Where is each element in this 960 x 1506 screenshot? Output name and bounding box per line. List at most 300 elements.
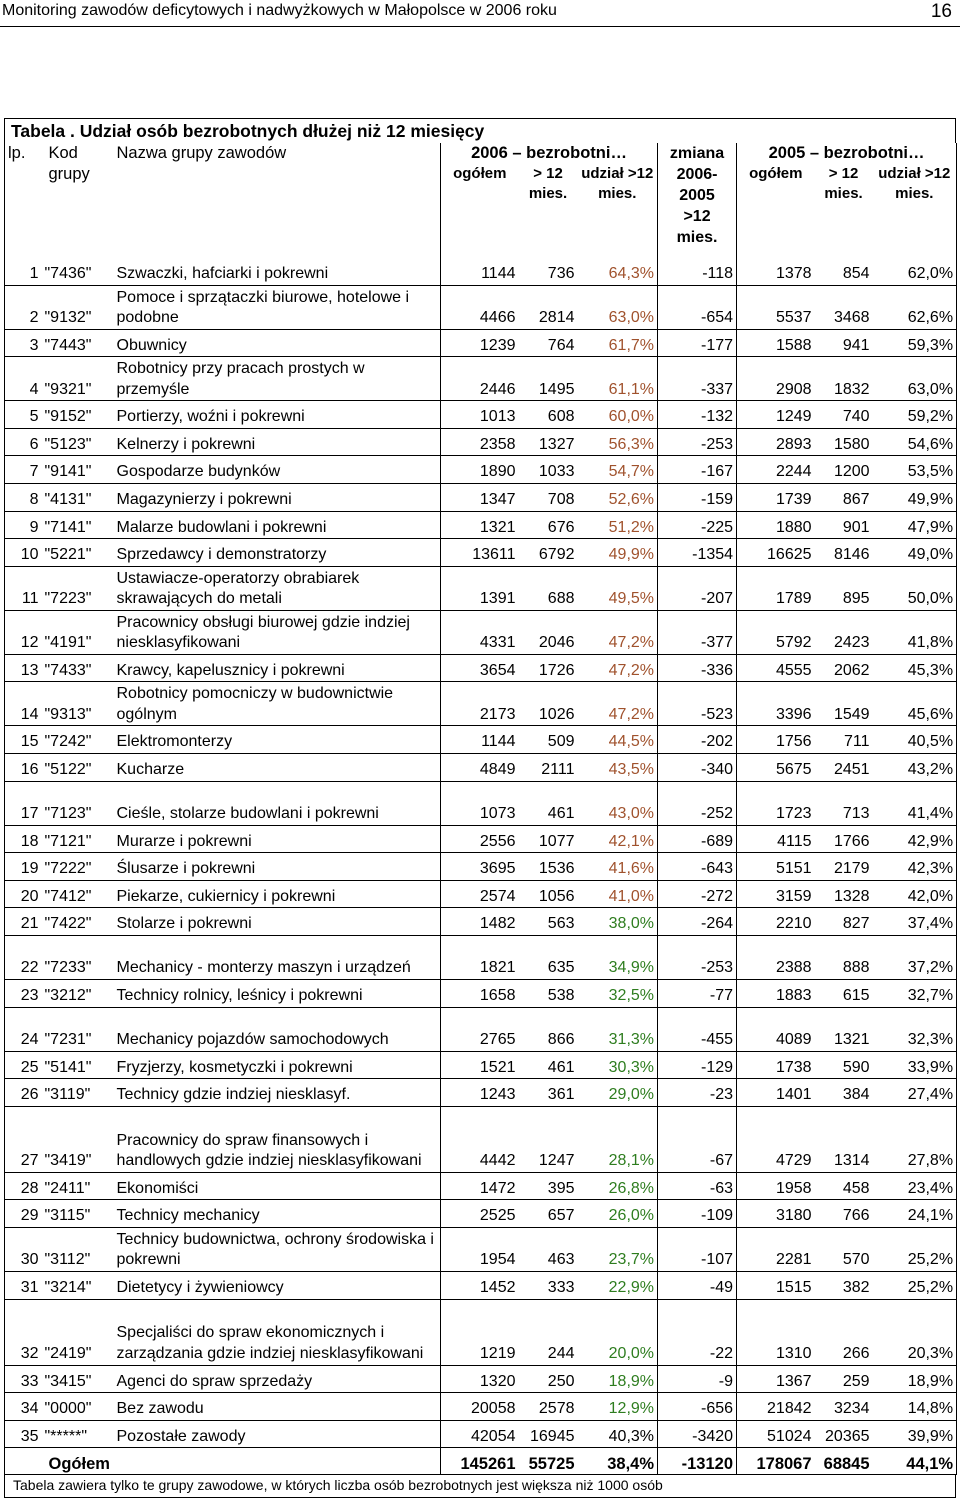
row-gt12-2006: 463 xyxy=(519,1227,578,1271)
row-udzial-2005: 59,2% xyxy=(873,401,957,429)
header-2006-gt12: > 12 mies. xyxy=(528,164,568,203)
row-gt12-2005: 2179 xyxy=(815,853,873,881)
row-lp: 4 xyxy=(5,357,42,401)
row-gt12-2006: 2814 xyxy=(519,285,578,329)
row-zmiana: -63 xyxy=(658,1172,737,1200)
row-ogolem-2006: 2358 xyxy=(441,428,519,456)
table-row xyxy=(5,936,957,980)
row-zmiana: -129 xyxy=(658,1051,737,1079)
table-row xyxy=(5,1200,957,1228)
row-kod: "7121" xyxy=(42,825,114,853)
row-nazwa: Piekarze, cukiernicy i pokrewni xyxy=(114,880,441,908)
row-ogolem-2005: 4089 xyxy=(737,1007,815,1051)
row-ogolem-2006: 2525 xyxy=(441,1200,519,1228)
row-gt12-2005: 711 xyxy=(815,726,873,754)
row-nazwa: Bez zawodu xyxy=(114,1393,441,1421)
row-udzial-2005: 32,3% xyxy=(873,1007,957,1051)
row-udzial-2006: 63,0% xyxy=(578,285,658,329)
row-udzial-2005: 62,6% xyxy=(873,285,957,329)
row-udzial-2005: 45,3% xyxy=(873,654,957,682)
row-udzial-2005: 41,4% xyxy=(873,781,957,825)
row-gt12-2006: 538 xyxy=(519,980,578,1008)
row-gt12-2006: 657 xyxy=(519,1200,578,1228)
row-udzial-2006: 30,3% xyxy=(578,1051,658,1079)
row-zmiana: -67 xyxy=(658,1106,737,1172)
row-udzial-2006: 61,7% xyxy=(578,329,658,357)
row-ogolem-2005: 4555 xyxy=(737,654,815,682)
row-ogolem-2005: 1883 xyxy=(737,980,815,1008)
row-lp: 29 xyxy=(5,1200,42,1228)
table-row xyxy=(5,1051,957,1079)
row-lp: 27 xyxy=(5,1106,42,1172)
table-row xyxy=(5,1227,957,1271)
row-gt12-2005: 1200 xyxy=(815,456,873,484)
row-ogolem-2006: 1821 xyxy=(441,936,519,980)
table-row xyxy=(5,654,957,682)
row-nazwa: Cieśle, stolarze budowlani i pokrewni xyxy=(114,781,441,825)
row-udzial-2006: 40,3% xyxy=(578,1420,658,1448)
row-kod: "4191" xyxy=(42,610,114,654)
row-udzial-2006: 32,5% xyxy=(578,980,658,1008)
row-kod: "0000" xyxy=(42,1393,114,1421)
row-gt12-2006: 250 xyxy=(519,1365,578,1393)
row-kod: "3214" xyxy=(42,1271,114,1299)
row-ogolem-2006: 1658 xyxy=(441,980,519,1008)
row-nazwa: Ekonomiści xyxy=(114,1172,441,1200)
row-lp: 11 xyxy=(5,566,42,610)
row-udzial-2006: 12,9% xyxy=(578,1393,658,1421)
row-udzial-2005: 25,2% xyxy=(873,1227,957,1271)
row-ogolem-2006: 1890 xyxy=(441,456,519,484)
row-zmiana: -377 xyxy=(658,610,737,654)
row-gt12-2005: 266 xyxy=(815,1299,873,1365)
row-nazwa: Specjaliści do spraw ekonomicznych i zarządzania gdzie indziej niesklasyfikowani xyxy=(114,1299,441,1365)
row-udzial-2005: 53,5% xyxy=(873,456,957,484)
row-ogolem-2005: 1789 xyxy=(737,566,815,610)
header-2005-gt12: > 12 mies. xyxy=(824,164,863,203)
row-gt12-2006: 676 xyxy=(519,511,578,539)
row-udzial-2005: 42,0% xyxy=(873,880,957,908)
row-gt12-2006: 608 xyxy=(519,401,578,429)
row-ogolem-2006: 13611 xyxy=(441,539,519,567)
row-udzial-2006: 43,0% xyxy=(578,781,658,825)
table-row xyxy=(5,682,957,726)
row-gt12-2006: 1033 xyxy=(519,456,578,484)
row-ogolem-2005: 1958 xyxy=(737,1172,815,1200)
table-row xyxy=(5,285,957,329)
row-nazwa: Ślusarze i pokrewni xyxy=(114,853,441,881)
row-lp: 9 xyxy=(5,511,42,539)
row-ogolem-2006: 1482 xyxy=(441,908,519,936)
row-gt12-2006: 395 xyxy=(519,1172,578,1200)
row-ogolem-2005: 1738 xyxy=(737,1051,815,1079)
row-udzial-2006: 47,2% xyxy=(578,654,658,682)
row-ogolem-2006: 1239 xyxy=(441,329,519,357)
row-gt12-2005: 1832 xyxy=(815,357,873,401)
row-gt12-2006: 1247 xyxy=(519,1106,578,1172)
row-udzial-2006: 52,6% xyxy=(578,484,658,512)
row-gt12-2006: 2111 xyxy=(519,754,578,782)
table-row xyxy=(5,908,957,936)
row-kod: "7412" xyxy=(42,880,114,908)
total-udzial-2005: 44,1% xyxy=(873,1448,957,1475)
total-zmiana: -13120 xyxy=(658,1448,737,1475)
row-nazwa: Elektromonterzy xyxy=(114,726,441,754)
row-ogolem-2005: 1588 xyxy=(737,329,815,357)
row-zmiana: -455 xyxy=(658,1007,737,1051)
row-zmiana: -643 xyxy=(658,853,737,881)
row-udzial-2005: 40,5% xyxy=(873,726,957,754)
row-lp: 2 xyxy=(5,285,42,329)
row-ogolem-2006: 1243 xyxy=(441,1079,519,1107)
row-kod: "7433" xyxy=(42,654,114,682)
row-kod: "3119" xyxy=(42,1079,114,1107)
row-zmiana: -77 xyxy=(658,980,737,1008)
page-header xyxy=(0,0,960,27)
row-gt12-2006: 635 xyxy=(519,936,578,980)
row-kod: "7231" xyxy=(42,1007,114,1051)
row-nazwa: Magazynierzy i pokrewni xyxy=(114,484,441,512)
row-kod: "3112" xyxy=(42,1227,114,1271)
row-gt12-2005: 570 xyxy=(815,1227,873,1271)
row-gt12-2006: 708 xyxy=(519,484,578,512)
row-gt12-2006: 6792 xyxy=(519,539,578,567)
row-gt12-2006: 244 xyxy=(519,1299,578,1365)
row-udzial-2005: 41,8% xyxy=(873,610,957,654)
row-ogolem-2006: 4466 xyxy=(441,285,519,329)
row-zmiana: -118 xyxy=(658,258,737,286)
row-udzial-2005: 39,9% xyxy=(873,1420,957,1448)
row-gt12-2006: 461 xyxy=(519,781,578,825)
header-2005-udzial: udział >12 mies. xyxy=(873,164,957,258)
table-row xyxy=(5,1299,957,1365)
row-nazwa: Pomoce i sprzątaczki biurowe, hotelowe i podobne xyxy=(114,285,441,329)
row-lp: 28 xyxy=(5,1172,42,1200)
row-ogolem-2005: 1756 xyxy=(737,726,815,754)
header-nazwa: Nazwa grupy zawodów xyxy=(116,144,287,162)
row-gt12-2006: 2578 xyxy=(519,1393,578,1421)
header-2006-ogolem: ogółem xyxy=(441,164,519,258)
table-row xyxy=(5,401,957,429)
row-lp: 30 xyxy=(5,1227,42,1271)
row-udzial-2005: 27,4% xyxy=(873,1079,957,1107)
table-footnote: Tabela zawiera tylko te grupy zawodowe, w których liczba osób bezrobotnych jest większa niż 1000 osób xyxy=(4,1475,956,1498)
row-udzial-2006: 23,7% xyxy=(578,1227,658,1271)
row-ogolem-2006: 1219 xyxy=(441,1299,519,1365)
page-number: 16 xyxy=(930,1,952,22)
row-kod: "5123" xyxy=(42,428,114,456)
row-udzial-2006: 26,8% xyxy=(578,1172,658,1200)
total-ogolem-2006: 145261 xyxy=(441,1448,519,1475)
row-ogolem-2005: 5537 xyxy=(737,285,815,329)
row-udzial-2005: 49,9% xyxy=(873,484,957,512)
row-lp: 16 xyxy=(5,754,42,782)
row-ogolem-2006: 1144 xyxy=(441,258,519,286)
row-nazwa: Mechanicy - monterzy maszyn i urządzeń xyxy=(114,936,441,980)
table-row xyxy=(5,726,957,754)
row-kod: "7223" xyxy=(42,566,114,610)
total-spacer xyxy=(5,1448,42,1475)
table-row xyxy=(5,428,957,456)
row-ogolem-2005: 1401 xyxy=(737,1079,815,1107)
table-row xyxy=(5,329,957,357)
row-gt12-2006: 1726 xyxy=(519,654,578,682)
row-gt12-2006: 563 xyxy=(519,908,578,936)
row-udzial-2005: 27,8% xyxy=(873,1106,957,1172)
row-kod: "7436" xyxy=(42,258,114,286)
row-gt12-2006: 333 xyxy=(519,1271,578,1299)
header-2005: 2005 – bezrobotni… xyxy=(737,143,957,164)
row-ogolem-2005: 2281 xyxy=(737,1227,815,1271)
row-udzial-2005: 42,3% xyxy=(873,853,957,881)
row-lp: 33 xyxy=(5,1365,42,1393)
row-ogolem-2005: 3180 xyxy=(737,1200,815,1228)
row-kod: "3419" xyxy=(42,1106,114,1172)
table-row xyxy=(5,781,957,825)
row-gt12-2005: 384 xyxy=(815,1079,873,1107)
row-udzial-2006: 49,5% xyxy=(578,566,658,610)
row-zmiana: -654 xyxy=(658,285,737,329)
table-row xyxy=(5,754,957,782)
row-ogolem-2006: 1954 xyxy=(441,1227,519,1271)
row-gt12-2005: 259 xyxy=(815,1365,873,1393)
row-lp: 5 xyxy=(5,401,42,429)
row-zmiana: -3420 xyxy=(658,1420,737,1448)
row-udzial-2005: 18,9% xyxy=(873,1365,957,1393)
table-row xyxy=(5,456,957,484)
row-ogolem-2006: 2574 xyxy=(441,880,519,908)
row-nazwa: Agenci do spraw sprzedaży xyxy=(114,1365,441,1393)
row-gt12-2005: 740 xyxy=(815,401,873,429)
row-nazwa: Fryzjerzy, kosmetyczki i pokrewni xyxy=(114,1051,441,1079)
row-lp: 3 xyxy=(5,329,42,357)
row-udzial-2006: 38,0% xyxy=(578,908,658,936)
row-ogolem-2006: 1073 xyxy=(441,781,519,825)
total-row xyxy=(5,1448,957,1475)
row-nazwa: Ustawiacze-operatorzy obrabiarek skrawających do metali xyxy=(114,566,441,610)
row-zmiana: -252 xyxy=(658,781,737,825)
row-zmiana: -272 xyxy=(658,880,737,908)
row-kod: "5122" xyxy=(42,754,114,782)
row-nazwa: Technicy rolnicy, leśnicy i pokrewni xyxy=(114,980,441,1008)
row-lp: 26 xyxy=(5,1079,42,1107)
row-gt12-2006: 16945 xyxy=(519,1420,578,1448)
row-nazwa: Stolarze i pokrewni xyxy=(114,908,441,936)
row-zmiana: -337 xyxy=(658,357,737,401)
row-lp: 19 xyxy=(5,853,42,881)
row-udzial-2006: 29,0% xyxy=(578,1079,658,1107)
row-nazwa: Mechanicy pojazdów samochodowych xyxy=(114,1007,441,1051)
row-gt12-2005: 854 xyxy=(815,258,873,286)
row-zmiana: -49 xyxy=(658,1271,737,1299)
row-udzial-2006: 64,3% xyxy=(578,258,658,286)
row-zmiana: -264 xyxy=(658,908,737,936)
row-zmiana: -167 xyxy=(658,456,737,484)
row-ogolem-2005: 21842 xyxy=(737,1393,815,1421)
row-zmiana: -253 xyxy=(658,428,737,456)
row-zmiana: -159 xyxy=(658,484,737,512)
row-udzial-2005: 43,2% xyxy=(873,754,957,782)
table-body xyxy=(5,258,957,1475)
row-ogolem-2005: 2908 xyxy=(737,357,815,401)
row-ogolem-2006: 4849 xyxy=(441,754,519,782)
row-udzial-2005: 32,7% xyxy=(873,980,957,1008)
row-kod: "3212" xyxy=(42,980,114,1008)
row-lp: 17 xyxy=(5,781,42,825)
row-kod: "3115" xyxy=(42,1200,114,1228)
row-ogolem-2005: 3396 xyxy=(737,682,815,726)
row-udzial-2006: 51,2% xyxy=(578,511,658,539)
row-udzial-2006: 43,5% xyxy=(578,754,658,782)
row-kod: "4131" xyxy=(42,484,114,512)
page-header-title: Monitoring zawodów deficytowych i nadwyżkowych w Małopolsce w 2006 roku xyxy=(2,2,557,19)
row-ogolem-2006: 1347 xyxy=(441,484,519,512)
row-ogolem-2005: 4729 xyxy=(737,1106,815,1172)
row-kod: "7123" xyxy=(42,781,114,825)
row-ogolem-2006: 1144 xyxy=(441,726,519,754)
row-udzial-2005: 50,0% xyxy=(873,566,957,610)
row-ogolem-2006: 2765 xyxy=(441,1007,519,1051)
row-ogolem-2006: 4442 xyxy=(441,1106,519,1172)
row-ogolem-2005: 1367 xyxy=(737,1365,815,1393)
table-row xyxy=(5,566,957,610)
row-lp: 14 xyxy=(5,682,42,726)
row-ogolem-2005: 5675 xyxy=(737,754,815,782)
row-lp: 31 xyxy=(5,1271,42,1299)
table-title: Tabela . Udział osób bezrobotnych dłużej niż 12 miesięcy xyxy=(4,118,956,143)
row-udzial-2006: 41,6% xyxy=(578,853,658,881)
row-udzial-2005: 62,0% xyxy=(873,258,957,286)
row-lp: 8 xyxy=(5,484,42,512)
row-gt12-2005: 2451 xyxy=(815,754,873,782)
table-row xyxy=(5,825,957,853)
row-lp: 7 xyxy=(5,456,42,484)
row-nazwa: Pozostałe zawody xyxy=(114,1420,441,1448)
row-kod: "*****" xyxy=(42,1420,114,1448)
row-gt12-2006: 1536 xyxy=(519,853,578,881)
row-lp: 20 xyxy=(5,880,42,908)
row-lp: 32 xyxy=(5,1299,42,1365)
row-lp: 21 xyxy=(5,908,42,936)
row-kod: "2411" xyxy=(42,1172,114,1200)
row-ogolem-2006: 3695 xyxy=(441,853,519,881)
row-gt12-2006: 1026 xyxy=(519,682,578,726)
row-ogolem-2006: 42054 xyxy=(441,1420,519,1448)
table-row xyxy=(5,880,957,908)
row-gt12-2006: 509 xyxy=(519,726,578,754)
row-kod: "3415" xyxy=(42,1365,114,1393)
table-row xyxy=(5,357,957,401)
row-ogolem-2006: 1391 xyxy=(441,566,519,610)
row-ogolem-2006: 2556 xyxy=(441,825,519,853)
row-ogolem-2006: 1521 xyxy=(441,1051,519,1079)
row-gt12-2005: 1549 xyxy=(815,682,873,726)
row-nazwa: Krawcy, kapelusznicy i pokrewni xyxy=(114,654,441,682)
row-kod: "9141" xyxy=(42,456,114,484)
row-kod: "7141" xyxy=(42,511,114,539)
row-udzial-2006: 34,9% xyxy=(578,936,658,980)
row-kod: "9132" xyxy=(42,285,114,329)
table-row xyxy=(5,1106,957,1172)
row-zmiana: -22 xyxy=(658,1299,737,1365)
row-zmiana: -23 xyxy=(658,1079,737,1107)
row-gt12-2005: 1314 xyxy=(815,1106,873,1172)
row-nazwa: Dietetycy i żywieniowcy xyxy=(114,1271,441,1299)
total-gt12-2006: 55725 xyxy=(519,1448,578,1475)
total-label: Ogółem xyxy=(42,1448,441,1475)
row-kod: "7422" xyxy=(42,908,114,936)
header-zmiana: zmiana 2006-2005 >12 mies. xyxy=(658,143,737,258)
table-row xyxy=(5,1007,957,1051)
row-udzial-2005: 33,9% xyxy=(873,1051,957,1079)
row-udzial-2006: 61,1% xyxy=(578,357,658,401)
row-zmiana: -656 xyxy=(658,1393,737,1421)
row-udzial-2006: 56,3% xyxy=(578,428,658,456)
row-zmiana: -523 xyxy=(658,682,737,726)
row-nazwa: Portierzy, woźni i pokrewni xyxy=(114,401,441,429)
total-gt12-2005: 68845 xyxy=(815,1448,873,1475)
row-gt12-2006: 1077 xyxy=(519,825,578,853)
row-gt12-2006: 361 xyxy=(519,1079,578,1107)
row-gt12-2006: 2046 xyxy=(519,610,578,654)
row-zmiana: -225 xyxy=(658,511,737,539)
row-gt12-2005: 888 xyxy=(815,936,873,980)
row-ogolem-2005: 2388 xyxy=(737,936,815,980)
row-udzial-2005: 37,4% xyxy=(873,908,957,936)
row-nazwa: Malarze budowlani i pokrewni xyxy=(114,511,441,539)
row-ogolem-2005: 1249 xyxy=(737,401,815,429)
table-row xyxy=(5,511,957,539)
row-udzial-2006: 18,9% xyxy=(578,1365,658,1393)
row-nazwa: Technicy budownictwa, ochrony środowiska i pokrewni xyxy=(114,1227,441,1271)
row-nazwa: Kucharze xyxy=(114,754,441,782)
row-gt12-2005: 941 xyxy=(815,329,873,357)
row-zmiana: -107 xyxy=(658,1227,737,1271)
row-kod: "9152" xyxy=(42,401,114,429)
row-ogolem-2006: 4331 xyxy=(441,610,519,654)
row-ogolem-2006: 20058 xyxy=(441,1393,519,1421)
row-nazwa: Pracownicy do spraw finansowych i handlowych gdzie indziej niesklasyfikowani xyxy=(114,1106,441,1172)
row-nazwa: Technicy mechanicy xyxy=(114,1200,441,1228)
row-nazwa: Gospodarze budynków xyxy=(114,456,441,484)
row-kod: "7242" xyxy=(42,726,114,754)
row-udzial-2006: 60,0% xyxy=(578,401,658,429)
row-nazwa: Technicy gdzie indziej niesklasyf. xyxy=(114,1079,441,1107)
row-ogolem-2005: 1880 xyxy=(737,511,815,539)
row-gt12-2005: 8146 xyxy=(815,539,873,567)
row-lp: 15 xyxy=(5,726,42,754)
row-nazwa: Robotnicy pomocniczy w budownictwie ogólnym xyxy=(114,682,441,726)
row-udzial-2005: 45,6% xyxy=(873,682,957,726)
row-kod: "2419" xyxy=(42,1299,114,1365)
row-ogolem-2005: 5792 xyxy=(737,610,815,654)
row-nazwa: Obuwnicy xyxy=(114,329,441,357)
row-udzial-2006: 42,1% xyxy=(578,825,658,853)
row-ogolem-2005: 16625 xyxy=(737,539,815,567)
total-ogolem-2005: 178067 xyxy=(737,1448,815,1475)
row-udzial-2006: 47,2% xyxy=(578,682,658,726)
table-row xyxy=(5,610,957,654)
row-udzial-2005: 23,4% xyxy=(873,1172,957,1200)
row-ogolem-2006: 1452 xyxy=(441,1271,519,1299)
row-lp: 35 xyxy=(5,1420,42,1448)
row-nazwa: Sprzedawcy i demonstratorzy xyxy=(114,539,441,567)
table-row xyxy=(5,258,957,286)
row-ogolem-2005: 51024 xyxy=(737,1420,815,1448)
header-2006-udzial: udział >12 mies. xyxy=(581,164,654,203)
row-ogolem-2005: 2893 xyxy=(737,428,815,456)
header-lp: lp. xyxy=(5,143,42,258)
